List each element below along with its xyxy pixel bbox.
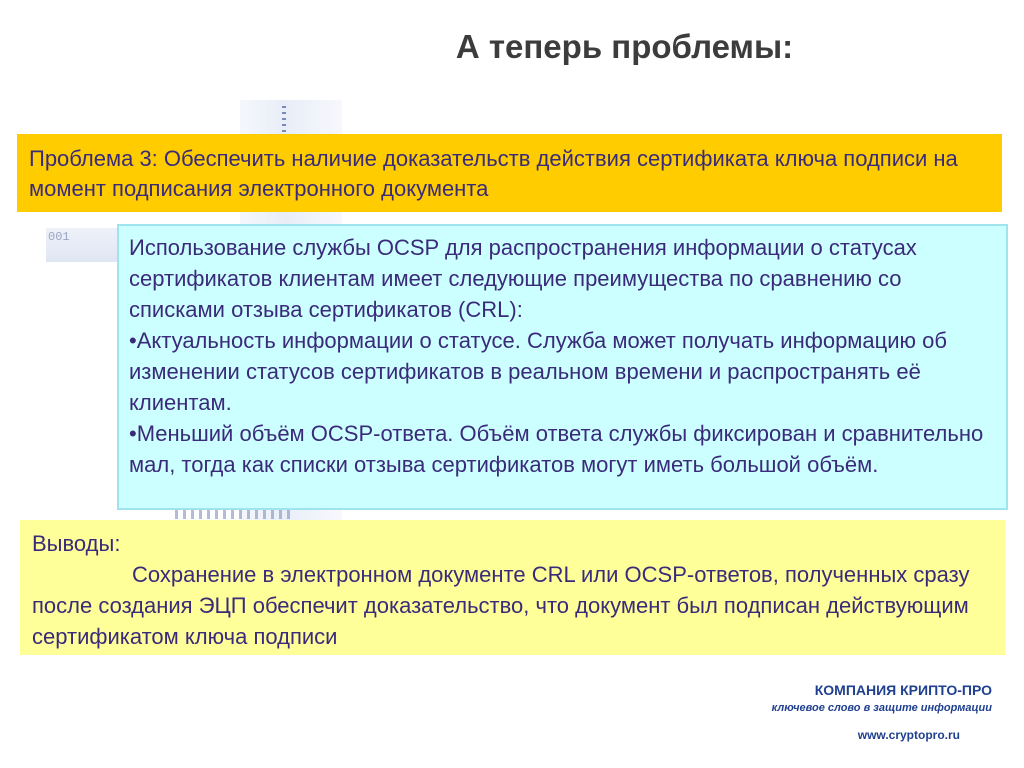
ocsp-intro: Использование службы OCSP для распространения информации о статусах сертификатов клиентам имеет следующие преимущества по сравнению со списками отзыва сертификатов (CRL): <box>129 235 917 322</box>
problem-box <box>17 134 1002 212</box>
company-url-link[interactable]: www.cryptopro.ru <box>857 728 960 742</box>
company-name: КОМПАНИЯ КРИПТО-ПРО <box>814 682 992 698</box>
conclusions-heading: Выводы: <box>32 531 121 556</box>
background-strip-number: 001 <box>48 230 70 244</box>
conclusions-box <box>20 520 1005 655</box>
company-block <box>772 682 992 714</box>
ocsp-bullet-size: •Меньший объём OCSP-ответа. Объём ответа службы фиксирован и сравнительно мал, тогда как списки отзыва сертификатов могут иметь большой объём. <box>129 421 984 477</box>
decorative-dots <box>282 106 286 136</box>
conclusions-text: Сохранение в электронном документе CRL или OCSP-ответов, полученных сразу после создания ЭЦП обеспечит доказательство, что документ был подписан действующим сертификатом ключа подписи <box>32 562 970 649</box>
problem-text: Проблема 3: Обеспечить наличие доказательств действия сертификата ключа подписи на момент подписания электронного документа <box>29 146 958 201</box>
background-marks <box>175 509 295 519</box>
slide-title: А теперь проблемы: <box>455 28 794 65</box>
company-tagline: ключевое слово в защите информации <box>771 702 992 714</box>
ocsp-bullet-actuality: •Актуальность информации о статусе. Служба может получать информацию об изменении статусов сертификатов в реальном времени и распространять её клиентам. <box>129 328 947 415</box>
ocsp-advantages-box <box>117 224 1008 510</box>
background-strip <box>46 228 120 262</box>
